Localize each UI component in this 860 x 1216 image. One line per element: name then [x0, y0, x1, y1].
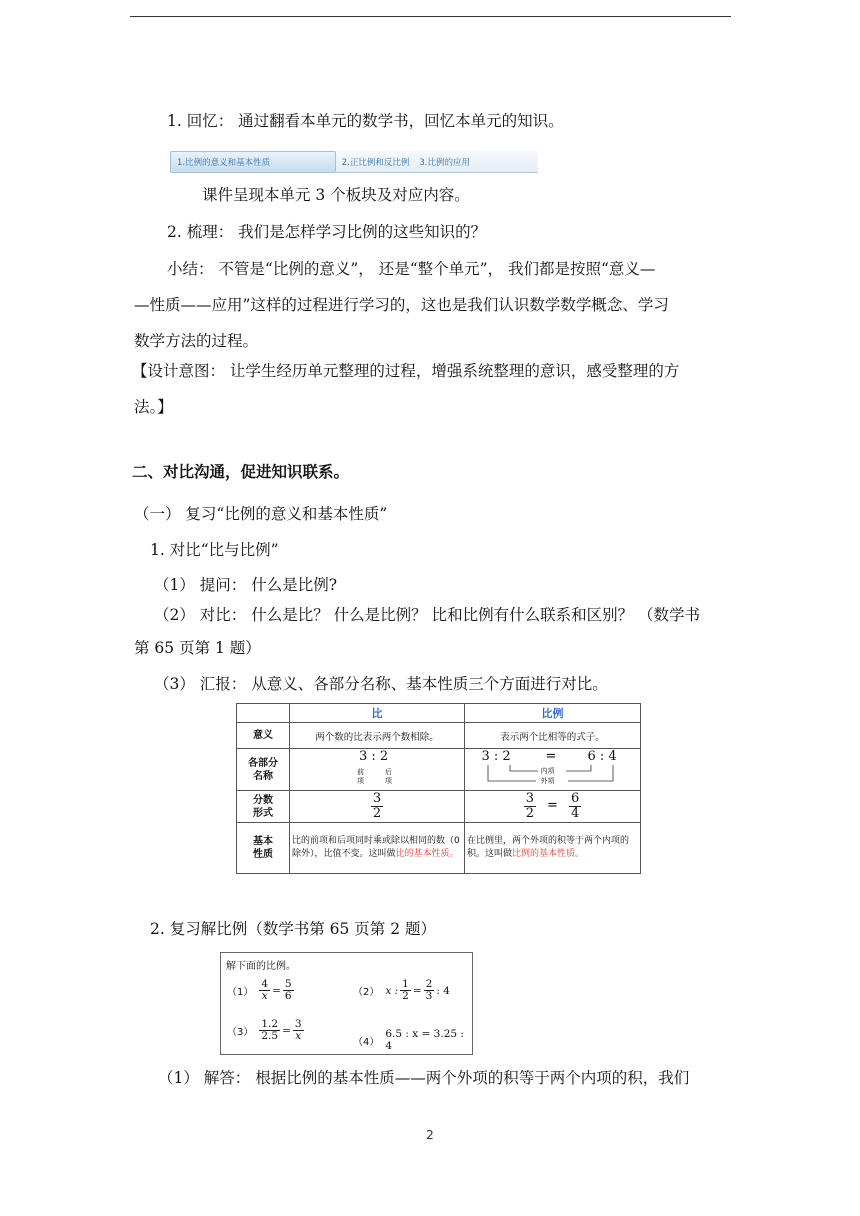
- ratio-meaning: 两个数的比表示两个数相除。: [290, 723, 465, 749]
- row-parts-label: 各部分 名称: [237, 749, 290, 791]
- point-1: 1. 对比“比与比例”: [150, 541, 279, 559]
- tab-application: 3.比例的应用: [419, 157, 471, 168]
- proportion-right: 6 : 4: [587, 749, 617, 764]
- summary-line-2: —性质——应用”这样的过程进行学习的，这也是我们认识数学数学概念、学习: [134, 296, 669, 314]
- summary-line-1: 小结： 不管是“比例的意义”， 还是“整个单元”， 我们都是按照“意义—: [167, 260, 656, 278]
- section-heading: 二、对比沟通，促进知识联系。: [132, 463, 350, 481]
- row-meaning-label: 意义: [237, 723, 290, 749]
- proportion-fraction-right: $\frac{6}{4}$: [570, 791, 580, 821]
- tab-proportion-meaning: 1.比例的意义和基本性质: [170, 151, 336, 173]
- proportion-equals: =: [545, 749, 557, 764]
- summary-line-3: 数学方法的过程。: [134, 332, 259, 350]
- row-fraction-label: 分数 形式: [237, 791, 290, 823]
- solve-proportion-box: [220, 952, 473, 1055]
- question-2: （2） x : $\frac{1}{2}$ = $\frac{2}{3}$ : 4: [353, 978, 450, 1003]
- ratio-parts-cell: [290, 749, 465, 791]
- page-number: 2: [426, 1128, 434, 1142]
- ratio-fraction: $\frac{3}{2}$: [372, 791, 382, 821]
- point-1-compare-line-2: 第 65 页第 1 题）: [134, 639, 261, 657]
- ratio-front-term: 前 项: [357, 768, 364, 785]
- review-item-2: 2. 梳理： 我们是怎样学习比例的这些知识的？: [167, 223, 487, 241]
- col-ratio-header: 比: [290, 704, 465, 723]
- ratio-fraction-cell: [290, 791, 465, 823]
- row-property-label: 基本 性质: [237, 823, 290, 874]
- proportion-property: 在比例里，两个外项的积等于两个内项的积。这叫做比例的基本性质。: [465, 823, 641, 874]
- point-2: 2. 复习解比例（数学书第 65 页第 2 题）: [150, 920, 437, 938]
- ratio-expression: 3 : 2: [359, 749, 389, 764]
- tab-direct-inverse: 2.正比例和反比例: [341, 157, 410, 168]
- question-4: （4） 6.5 : x = 3.25 : 4: [353, 1028, 464, 1052]
- point-1-question: （1） 提问： 什么是比例?: [154, 576, 338, 594]
- review-item-1: 1. 回忆： 通过翻看本单元的数学书，回忆本单元的知识。: [167, 112, 564, 130]
- subsection-title: （一） 复习“比例的意义和基本性质”: [134, 505, 388, 523]
- proportion-meaning: 表示两个比相等的式子。: [465, 723, 641, 749]
- header-rule: [130, 16, 731, 17]
- question-3: （3） $\frac{1.2}{2.5}$ = $\frac{3}{x}$: [227, 1018, 302, 1043]
- tab-group: [336, 151, 538, 173]
- ratio-proportion-table: [236, 703, 641, 874]
- ratio-back-term: 后 项: [385, 768, 392, 785]
- point-1-compare-line-1: （2） 对比： 什么是比？ 什么是比例？ 比和比例有什么联系和区别？ （数学书: [154, 606, 700, 624]
- col-proportion-header: 比例: [465, 704, 641, 723]
- design-intent-line-2: 法。】: [134, 398, 173, 416]
- proportion-left: 3 : 2: [481, 749, 511, 764]
- design-intent-line-1: 【设计意图： 让学生经历单元整理的过程，增强系统整理的意识，感受整理的方: [132, 362, 680, 380]
- fraction-equals: =: [547, 798, 558, 813]
- answer-line: （1） 解答： 根据比例的基本性质——两个外项的积等于两个内项的积，我们: [158, 1069, 690, 1087]
- question-1: （1） $\frac{4}{x}$ = $\frac{5}{6}$: [227, 978, 292, 1003]
- ratio-property: 比的前项和后项同时乘或除以相同的数（0除外），比值不变。这叫做比的基本性质。: [290, 823, 465, 874]
- inner-terms-label: 内项: [540, 767, 555, 775]
- courseware-note: 课件呈现本单元 3 个板块及对应内容。: [202, 186, 470, 204]
- table-corner: [237, 704, 290, 723]
- proportion-parts-cell: [465, 749, 641, 791]
- box-title: 解下面的比例。: [226, 961, 296, 972]
- point-1-report: （3） 汇报： 从意义、各部分名称、基本性质三个方面进行对比。: [154, 675, 608, 693]
- outer-terms-label: 外项: [540, 777, 555, 785]
- proportion-fraction-cell: [465, 791, 641, 823]
- courseware-tabs: [170, 151, 538, 173]
- proportion-fraction-left: $\frac{3}{2}$: [525, 791, 535, 821]
